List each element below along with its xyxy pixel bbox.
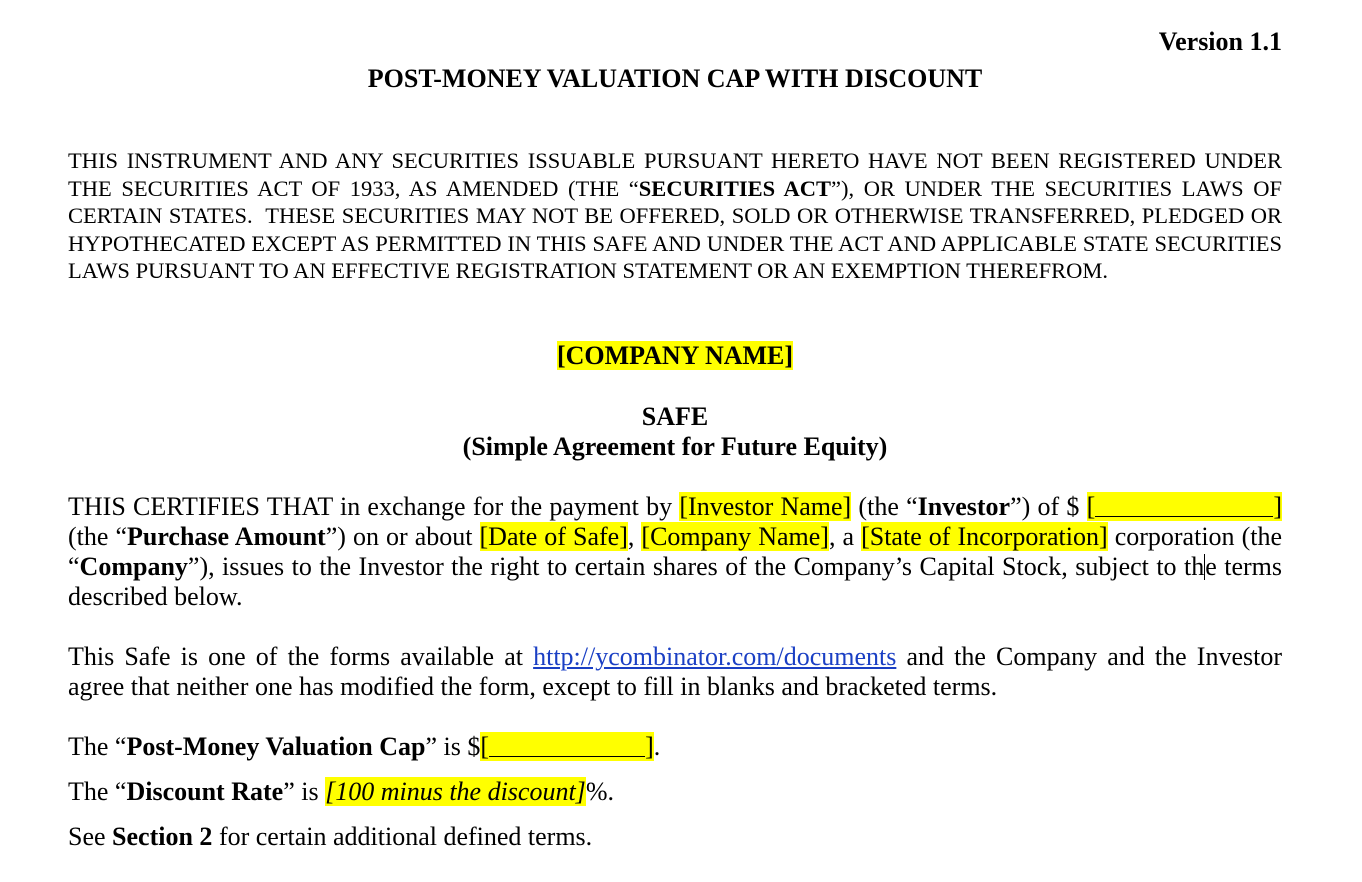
document-title: POST-MONEY VALUATION CAP WITH DISCOUNT (367, 64, 983, 93)
discount-rate-line (68, 777, 1282, 807)
forms-text: This Safe is one of the forms available at (68, 642, 534, 671)
certification-paragraph (68, 492, 1282, 612)
company-name-heading (68, 341, 1282, 371)
cert-text: , (627, 522, 635, 551)
valuation-cap-field[interactable] (480, 732, 653, 761)
discount-rate-term: Discount Rate (126, 777, 284, 806)
bracket-open: [ (1086, 492, 1096, 521)
version-label: Version 1.1 (1158, 27, 1282, 56)
safe-subtitle: (Simple Agreement for Future Equity) (462, 432, 888, 461)
safe-title: SAFE (641, 402, 709, 431)
cert-text: ”) of $ (1010, 492, 1087, 521)
discount-rate-field[interactable]: [100 minus the discount] (325, 777, 586, 806)
bracket-close: ] (1273, 492, 1282, 521)
investor-name-field[interactable]: [Investor Name] (679, 492, 852, 521)
discount-text: The “ (68, 777, 127, 806)
discount-text: %. (585, 777, 614, 806)
legend-defined-term: SECURITIES ACT (638, 175, 831, 201)
forms-paragraph (68, 642, 1282, 702)
cap-text: ” is $ (425, 732, 481, 761)
purchase-amount-field[interactable] (1087, 492, 1282, 521)
forms-text: and the Company and the Investor agree that neither one has modified the form, except to fill in blanks and bracketed terms. (68, 642, 1282, 701)
company-defined-term: Company (79, 552, 188, 581)
valuation-cap-blank[interactable] (489, 734, 645, 757)
cap-text: . (653, 732, 661, 761)
cert-text: ”) on or about (325, 522, 480, 551)
legend-text-part1: THIS INSTRUMENT AND ANY SECURITIES ISSUABLE PURSUANT HERETO HAVE NOT BEEN REGISTERED UNDER THE SECURITIES ACT OF 1933, AS AMENDED (THE “ (68, 148, 1282, 201)
bracket-open: [ (480, 732, 490, 761)
see-text: See (68, 822, 113, 851)
cert-text: , a (828, 522, 862, 551)
cert-text: ”), issues to the Investor the right to certain shares of the Company’s Capital Stock, subject to th (187, 552, 1205, 581)
securities-legend (68, 147, 1282, 285)
date-of-safe-field[interactable]: [Date of Safe] (479, 522, 628, 551)
valuation-cap-line (68, 732, 1282, 762)
section-2-reference: Section 2 (112, 822, 213, 851)
cap-text: The “ (68, 732, 127, 761)
ycombinator-documents-link[interactable]: http://ycombinator.com/documents (533, 642, 897, 671)
safe-title-block (68, 402, 1282, 462)
see-text: for certain additional defined terms. (212, 822, 593, 851)
discount-text: ” is (283, 777, 326, 806)
investor-defined-term: Investor (917, 492, 1011, 521)
purchase-amount-term: Purchase Amount (127, 522, 326, 551)
cert-text: corporation (the “ (68, 522, 1283, 581)
valuation-cap-term: Post-Money Valuation Cap (126, 732, 426, 761)
company-name-field[interactable]: [Company Name] (641, 522, 829, 551)
purchase-amount-blank[interactable] (1095, 494, 1273, 517)
legend-text-part2: ”), OR UNDER THE SECURITIES LAWS OF CERTAIN STATES. THESE SECURITIES MAY NOT BE OFFERED, SOLD OR OTHERWISE TRANSFERRED, PLEDGED OR HYPOTHECATED EXCEPT AS PERMITTED IN THIS SAFE AND UNDER THE ACT AND APPLICABLE STATE SECURITIES LAWS PURSUANT TO AN EFFECTIVE REGISTRATION STATEMENT OR AN EXEMPTION THEREFROM. (68, 175, 1283, 284)
cert-text: e terms described below. (68, 552, 1282, 611)
company-name-placeholder[interactable]: [COMPANY NAME] (556, 341, 794, 370)
cert-text: THIS CERTIFIES THAT in exchange for the payment by (68, 492, 680, 521)
cert-text: (the “ (68, 522, 128, 551)
cert-text: (the “ (851, 492, 918, 521)
bracket-close: ] (645, 732, 654, 761)
section-reference-line (68, 822, 1282, 852)
state-of-incorporation-field[interactable]: [State of Incorporation] (861, 522, 1108, 551)
